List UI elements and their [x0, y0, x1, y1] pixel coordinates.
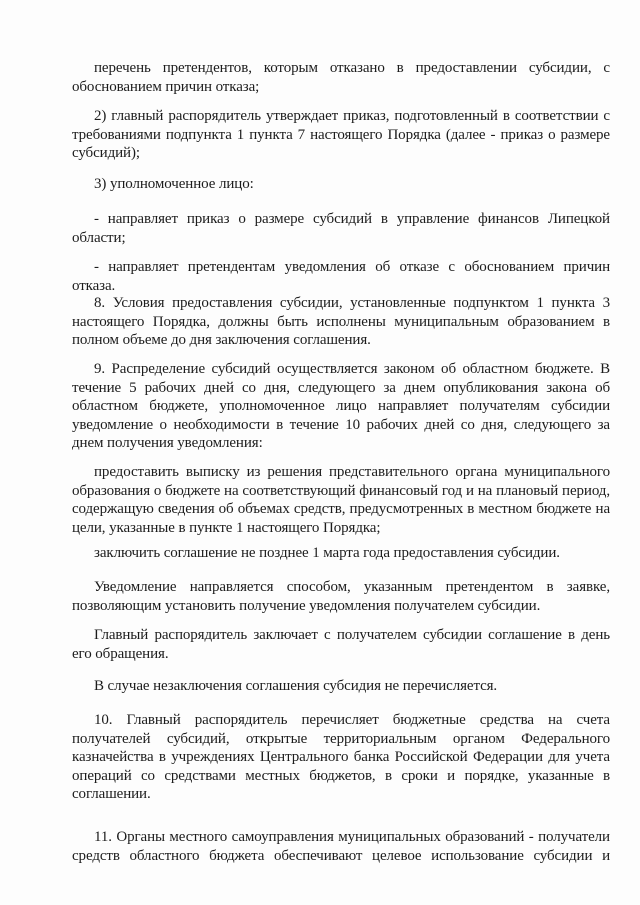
paragraph-item-3: 3) уполномоченное лицо: [94, 176, 254, 192]
paragraph-section-9: 9. Распределение субсидий осуществляется законом об областном бюджете. В течение 5 рабочих дней со дня, следующего за днем опубликования закона об областном бюджете, уполномоченное лицо направляет получателям субсидии уведомление о необходимости в течение 10 рабочих дней со дня, следующего за днем получения уведомления: [72, 361, 610, 451]
paragraph-send-order: - направляет приказ о размере субсидий в управление финансов Липецкой области; [72, 211, 610, 246]
paragraph-section-11: 11. Органы местного самоуправления муниципальных образований - получатели средств областного бюджета обеспечивают целевое использование субсидии и [72, 829, 610, 864]
paragraph-send-rejections: - направляет претендентам уведомления об отказе с обоснованием причин отказа. [72, 259, 610, 294]
paragraph-conclude-agreement: заключить соглашение не позднее 1 марта года предоставления субсидии. [94, 545, 560, 561]
paragraph-section-10: 10. Главный распорядитель перечисляет бюджетные средства на счета получателей субсидий, открытые территориальным органом Федерального казначейства в учреждениях Центрального банка Российской Федерации для учета операций со средствами местных бюджетов, в сроки и порядке, указанные в соглашении. [72, 712, 610, 802]
paragraph-rejected-applicants: перечень претендентов, которым отказано в предоставлении субсидии, с обоснованием причин отказа; [72, 60, 610, 95]
paragraph-section-8: 8. Условия предоставления субсидии, установленные подпунктом 1 пункта 3 настоящего Порядка, должны быть исполнены муниципальным образованием в полном объеме до дня заключения соглашения. [72, 295, 610, 348]
paragraph-agreement-day: Главный распорядитель заключает с получателем субсидии соглашение в день его обращения. [72, 627, 610, 662]
paragraph-item-2: 2) главный распорядитель утверждает приказ, подготовленный в соответствии с требованиями подпункта 1 пункта 7 настоящего Порядка (далее - приказ о размере субсидий); [72, 108, 610, 161]
paragraph-provide-extract: предоставить выписку из решения представительного органа муниципального образования о бюджете на соответствующий финансовый год и на плановый период, содержащую сведения об объемах средств, предусмотренных в местном бюджете на цели, указанные в пункте 1 настоящего Порядка; [72, 464, 610, 536]
paragraph-no-agreement: В случае незаключения соглашения субсидия не перечисляется. [94, 678, 498, 694]
paragraph-notification-method: Уведомление направляется способом, указанным претендентом в заявке, позволяющим установить получение уведомления получателем субсидии. [72, 579, 610, 614]
